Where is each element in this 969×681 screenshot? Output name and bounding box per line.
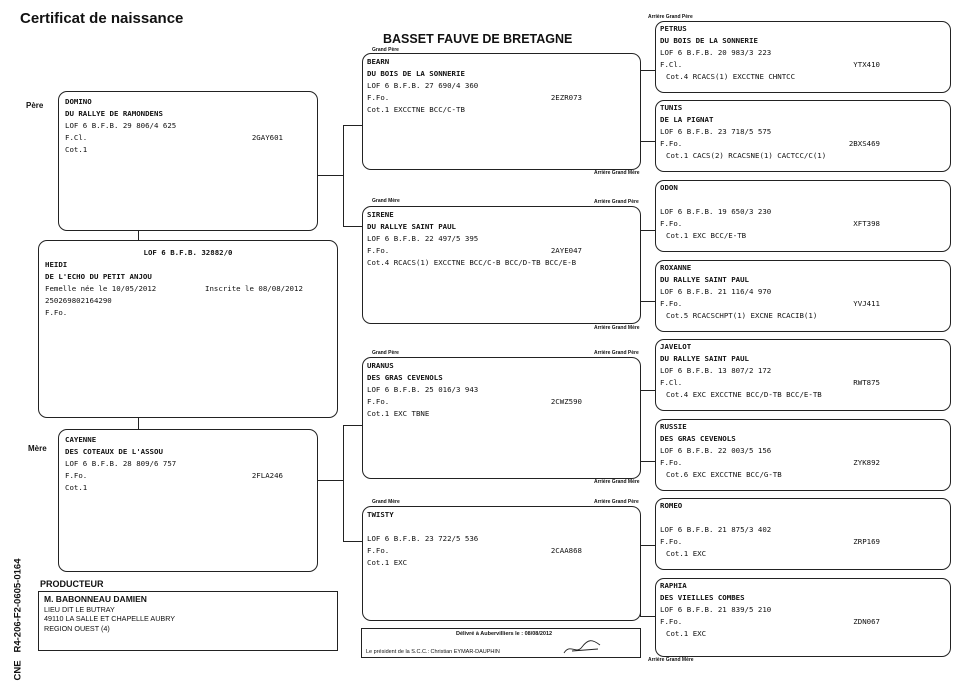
great-grandparent-affix: DU RALLYE SAINT PAUL xyxy=(660,354,749,363)
great-grandparent-code: ZYK892 xyxy=(853,458,880,467)
great-grandparent-lof: LOF 6 B.F.B. 19 650/3 230 xyxy=(660,207,772,216)
dam-color: F.Fo. xyxy=(65,471,88,480)
great-grandparent-code: ZRP169 xyxy=(853,537,880,546)
sire-affix: DU RALLYE DE RAMONDENS xyxy=(65,109,163,118)
great-grandparent-cot: Cot.4 EXC EXCCTNE BCC/D-TB BCC/E-TB xyxy=(666,390,822,399)
great-grandparent-color: F.Fo. xyxy=(660,537,683,546)
great-grandparent-cot: Cot.6 EXC EXCCTNE BCC/G-TB xyxy=(666,470,782,479)
great-grandparent-box xyxy=(655,180,951,252)
arriere-grand-pere-label: Arrière Grand Père xyxy=(648,14,693,20)
connector xyxy=(640,230,656,302)
dam-code: 2FLA246 xyxy=(251,471,283,480)
connector xyxy=(138,418,139,429)
producer-name: M. BABONNEAU DAMIEN xyxy=(44,594,147,604)
arriere-grand-pere-label: Arrière Grand Père xyxy=(594,499,639,505)
president-name: Le président de la S.C.C.: Christian EYMAR-DAUPHIN xyxy=(366,649,500,655)
grandparent-name: URANUS xyxy=(367,361,394,370)
grand-pere-label: Grand Père xyxy=(372,47,399,53)
great-grandparent-cot: Cot.1 CACS(2) RCACSNE(1) CACTCC/C(1) xyxy=(666,151,827,160)
grandparent-name: SIRENE xyxy=(367,210,394,219)
sire-cot: Cot.1 xyxy=(65,145,88,154)
great-grandparent-color: F.Fo. xyxy=(660,139,683,148)
dog-registered: Inscrite le 08/08/2012 xyxy=(205,284,303,293)
great-grandparent-box xyxy=(655,498,951,570)
grand-mere-label: Grand Mère xyxy=(372,499,400,505)
great-grandparent-code: RWT875 xyxy=(853,378,880,387)
arriere-grand-mere-label: Arrière Grand Mère xyxy=(648,657,694,663)
great-grandparent-lof: LOF 6 B.F.B. 13 807/2 172 xyxy=(660,366,772,375)
great-grandparent-cot: Cot.1 EXC xyxy=(666,629,707,638)
great-grandparent-affix: DU RALLYE SAINT PAUL xyxy=(660,275,749,284)
dog-name: HEIDI xyxy=(45,260,68,269)
grandparent-code: 2CWZ590 xyxy=(550,397,582,406)
connector xyxy=(640,70,656,142)
great-grandparent-affix: DES VIEILLES COMBES xyxy=(660,593,745,602)
great-grandparent-affix: DES GRAS CEVENOLS xyxy=(660,434,736,443)
great-grandparent-name: JAVELOT xyxy=(660,342,692,351)
grandparent-code: 2AYE047 xyxy=(550,246,582,255)
mere-label: Mère xyxy=(28,444,47,453)
producer-address-line: 49110 LA SALLE ET CHAPELLE AUBRY xyxy=(44,614,176,623)
great-grandparent-lof: LOF 6 B.F.B. 21 875/3 402 xyxy=(660,525,772,534)
pere-label: Père xyxy=(26,101,44,110)
grandparent-color: F.Fo. xyxy=(367,397,390,406)
dog-chip: 250269802164290 xyxy=(45,296,112,305)
great-grandparent-name: TUNIS xyxy=(660,103,683,112)
dog-color: F.Fo. xyxy=(45,308,68,317)
great-grandparent-lof: LOF 6 B.F.B. 20 983/3 223 xyxy=(660,48,772,57)
dam-name: CAYENNE xyxy=(65,435,97,444)
great-grandparent-cot: Cot.4 RCACS(1) EXCCTNE CHNTCC xyxy=(666,72,796,81)
grandparent-cot: Cot.1 EXCCTNE BCC/C-TB xyxy=(367,105,465,114)
dog-affix: DE L'ECHO DU PETIT ANJOU xyxy=(45,272,152,281)
arriere-grand-mere-label: Arrière Grand Mère xyxy=(594,170,640,176)
grandparent-affix: DES GRAS CEVENOLS xyxy=(367,373,443,382)
connector xyxy=(640,390,656,462)
grandparent-box xyxy=(362,53,641,170)
producer-box xyxy=(38,591,338,651)
signature-icon xyxy=(562,637,604,657)
dam-cot: Cot.1 xyxy=(65,483,88,492)
arriere-grand-pere-label: Arrière Grand Père xyxy=(594,199,639,205)
great-grandparent-affix xyxy=(660,194,946,206)
grandparent-color: F.Fo. xyxy=(367,93,390,102)
producer-address-line: REGION OUEST (4) xyxy=(44,623,110,633)
sire-lof: LOF 6 B.F.B. 29 806/4 625 xyxy=(65,121,177,130)
great-grandparent-code: XFT398 xyxy=(853,219,880,228)
connector xyxy=(343,125,364,227)
arriere-grand-pere-label: Arrière Grand Père xyxy=(594,350,639,356)
connector xyxy=(318,175,343,176)
grandparent-affix: DU BOIS DE LA SONNERIE xyxy=(367,69,465,78)
great-grandparent-affix xyxy=(660,512,946,524)
grand-pere-label: Grand Père xyxy=(372,350,399,356)
producer-label: PRODUCTEUR xyxy=(40,579,104,589)
great-grandparent-name: ODON xyxy=(660,183,678,192)
page-title: Certificat de naissance xyxy=(20,10,184,27)
great-grandparent-name: RAPHIA xyxy=(660,581,687,590)
grandparent-box xyxy=(362,206,641,324)
great-grandparent-color: F.Cl. xyxy=(660,378,683,387)
connector xyxy=(318,480,343,481)
document-code: CNE R4-206-F2-0605-0164 xyxy=(12,558,24,681)
connector xyxy=(138,230,139,240)
grandparent-color: F.Fo. xyxy=(367,546,390,555)
grandparent-lof: LOF 6 B.F.B. 25 016/3 943 xyxy=(367,385,479,394)
dam-box xyxy=(58,429,318,572)
sire-box xyxy=(58,91,318,231)
dam-lof: LOF 6 B.F.B. 28 809/6 757 xyxy=(65,459,177,468)
grandparent-name: BEARN xyxy=(367,57,390,66)
grandparent-affix: DU RALLYE SAINT PAUL xyxy=(367,222,456,231)
grandparent-code: 2EZR073 xyxy=(550,93,582,102)
great-grandparent-affix: DE LA PIGNAT xyxy=(660,115,714,124)
great-grandparent-color: F.Fo. xyxy=(660,219,683,228)
dam-affix: DES COTEAUX DE L'ASSOU xyxy=(65,447,163,456)
grandparent-cot: Cot.1 EXC xyxy=(367,558,408,567)
great-grandparent-lof: LOF 6 B.F.B. 21 839/5 210 xyxy=(660,605,772,614)
arriere-grand-mere-label: Arrière Grand Mère xyxy=(594,479,640,485)
sire-code: 2GAY601 xyxy=(251,133,283,142)
great-grandparent-cot: Cot.5 RCACSCHPT(1) EXCNE RCACIB(1) xyxy=(666,311,818,320)
grandparent-lof: LOF 6 B.F.B. 22 497/5 395 xyxy=(367,234,479,243)
great-grandparent-color: F.Fo. xyxy=(660,458,683,467)
great-grandparent-box xyxy=(655,100,951,172)
sire-name: DOMINO xyxy=(65,97,92,106)
dog-lof: LOF 6 B.F.B. 32882/0 xyxy=(143,248,233,257)
great-grandparent-name: RUSSIE xyxy=(660,422,687,431)
signature-box xyxy=(361,628,641,658)
delivery-date: Délivré à Aubervilliers le : 08/08/2012 xyxy=(456,631,553,637)
dog-birth: Femelle née le 10/05/2012 xyxy=(45,284,157,293)
great-grandparent-name: PETRUS xyxy=(660,24,687,33)
subject-dog-box xyxy=(38,240,338,418)
grandparent-code: 2CAA868 xyxy=(550,546,582,555)
great-grandparent-lof: LOF 6 B.F.B. 22 003/5 156 xyxy=(660,446,772,455)
great-grandparent-box xyxy=(655,419,951,491)
great-grandparent-cot: Cot.1 EXC xyxy=(666,549,707,558)
great-grandparent-box xyxy=(655,578,951,657)
great-grandparent-code: YVJ411 xyxy=(853,299,880,308)
great-grandparent-code: 2BXS469 xyxy=(848,139,880,148)
great-grandparent-box xyxy=(655,21,951,93)
breed-title: BASSET FAUVE DE BRETAGNE xyxy=(383,32,573,46)
grandparent-color: F.Fo. xyxy=(367,246,390,255)
connector xyxy=(640,545,656,617)
producer-address-line: LIEU DIT LE BUTRAY xyxy=(44,604,115,614)
great-grandparent-color: F.Fo. xyxy=(660,299,683,308)
great-grandparent-name: ROXANNE xyxy=(660,263,692,272)
grandparent-box xyxy=(362,506,641,621)
grandparent-affix xyxy=(367,521,636,533)
great-grandparent-lof: LOF 6 B.F.B. 23 718/5 575 xyxy=(660,127,772,136)
great-grandparent-color: F.Cl. xyxy=(660,60,683,69)
sire-color: F.Cl. xyxy=(65,133,88,142)
grandparent-lof: LOF 6 B.F.B. 23 722/5 536 xyxy=(367,534,479,543)
great-grandparent-lof: LOF 6 B.F.B. 21 116/4 970 xyxy=(660,287,772,296)
connector xyxy=(343,425,364,542)
grandparent-lof: LOF 6 B.F.B. 27 690/4 360 xyxy=(367,81,479,90)
grand-mere-label: Grand Mère xyxy=(372,198,400,204)
great-grandparent-color: F.Fo. xyxy=(660,617,683,626)
grandparent-box xyxy=(362,357,641,479)
great-grandparent-name: ROMEO xyxy=(660,501,683,510)
great-grandparent-code: YTX410 xyxy=(853,60,880,69)
great-grandparent-code: ZDN067 xyxy=(853,617,880,626)
great-grandparent-affix: DU BOIS DE LA SONNERIE xyxy=(660,36,758,45)
grandparent-cot: Cot.1 EXC TBNE xyxy=(367,409,430,418)
grandparent-name: TWISTY xyxy=(367,510,394,519)
grandparent-cot: Cot.4 RCACS(1) EXCCTNE BCC/C-B BCC/D-TB BCC/E-B xyxy=(367,258,577,267)
great-grandparent-box xyxy=(655,260,951,332)
great-grandparent-cot: Cot.1 EXC BCC/E-TB xyxy=(666,231,747,240)
great-grandparent-box xyxy=(655,339,951,411)
arriere-grand-mere-label: Arrière Grand Mère xyxy=(594,325,640,331)
